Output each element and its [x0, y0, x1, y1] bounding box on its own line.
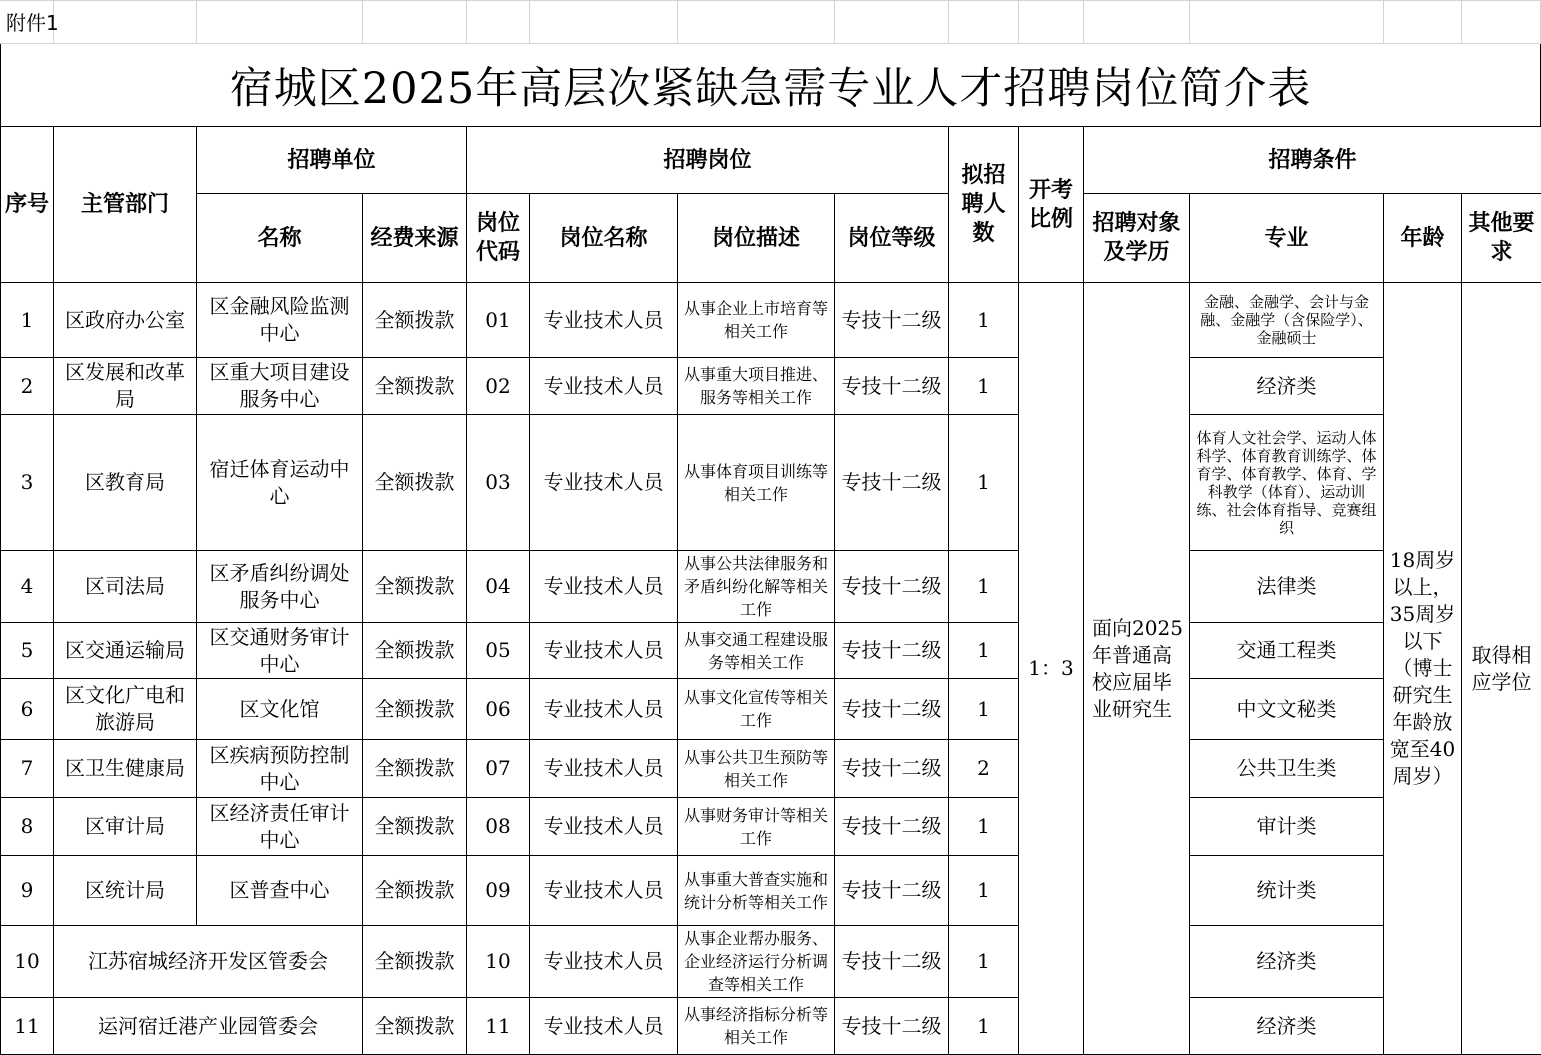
header-ratio: 开考比例: [1019, 127, 1084, 283]
cell-post: 专业技术人员: [530, 926, 678, 998]
cell-dept: 区审计局: [54, 798, 197, 856]
table-row: [1, 856, 1541, 926]
cell-desc: 从事文化宣传等相关工作: [678, 679, 835, 740]
cell-dept: 区文化广电和旅游局: [54, 679, 197, 740]
cell-code: 08: [467, 798, 530, 856]
cell-post: 专业技术人员: [530, 998, 678, 1055]
cell-code: 05: [467, 623, 530, 679]
cell-seq: 1: [1, 283, 54, 358]
table-row: [1, 551, 1541, 623]
cell-desc: 从事经济指标分析等相关工作: [678, 998, 835, 1055]
cell-dept: 区政府办公室: [54, 283, 197, 358]
cell-count: 1: [949, 551, 1019, 623]
header-seq: 序号: [1, 127, 54, 283]
cell-level: 专技十二级: [835, 551, 949, 623]
cell-fund: 全额拨款: [363, 679, 467, 740]
table-row: [1, 415, 1541, 551]
page-title: 宿城区2025年高层次紧缺急需专业人才招聘岗位简介表: [0, 44, 1541, 126]
cell-fund: 全额拨款: [363, 551, 467, 623]
header-count: 拟招聘人数: [949, 127, 1019, 283]
cell-unit: 区普查中心: [197, 856, 363, 926]
cell-dept: 区司法局: [54, 551, 197, 623]
cell-major: 经济类: [1190, 926, 1384, 998]
cell-level: 专技十二级: [835, 283, 949, 358]
cell-unit: 宿迁体育运动中心: [197, 415, 363, 551]
cell-major: 中文文秘类: [1190, 679, 1384, 740]
cell-fund: 全额拨款: [363, 623, 467, 679]
cell-count: 1: [949, 798, 1019, 856]
cell-unit: 区经济责任审计中心: [197, 798, 363, 856]
cell-post: 专业技术人员: [530, 283, 678, 358]
cell-count: 1: [949, 856, 1019, 926]
cell-code: 03: [467, 415, 530, 551]
header-unit-group: 招聘单位: [197, 127, 467, 194]
cell-seq: 4: [1, 551, 54, 623]
cell-count: 1: [949, 926, 1019, 998]
cell-seq: 6: [1, 679, 54, 740]
header-age: 年龄: [1384, 194, 1462, 283]
cell-code: 11: [467, 998, 530, 1055]
cell-code: 04: [467, 551, 530, 623]
cell-major: 公共卫生类: [1190, 740, 1384, 798]
cell-seq: 10: [1, 926, 54, 998]
cell-post: 专业技术人员: [530, 415, 678, 551]
cell-target: 面向2025年普通高校应届毕业研究生: [1084, 283, 1190, 1055]
header-unit-name: 名称: [197, 194, 363, 283]
cell-dept: 运河宿迁港产业园管委会: [54, 998, 363, 1055]
header-other: 其他要求: [1462, 194, 1541, 283]
cell-seq: 11: [1, 998, 54, 1055]
cell-level: 专技十二级: [835, 740, 949, 798]
cell-fund: 全额拨款: [363, 415, 467, 551]
header-row: [1, 194, 1541, 283]
cell-desc: 从事重大普查实施和统计分析等相关工作: [678, 856, 835, 926]
header-target: 招聘对象及学历: [1084, 194, 1190, 283]
cell-dept: 区教育局: [54, 415, 197, 551]
header-dept: 主管部门: [54, 127, 197, 283]
cell-count: 1: [949, 283, 1019, 358]
cell-fund: 全额拨款: [363, 798, 467, 856]
cell-count: 1: [949, 415, 1019, 551]
cell-code: 09: [467, 856, 530, 926]
cell-code: 06: [467, 679, 530, 740]
header-post-group: 招聘岗位: [467, 127, 949, 194]
cell-level: 专技十二级: [835, 856, 949, 926]
table-row: [1, 926, 1541, 998]
cell-major: 统计类: [1190, 856, 1384, 926]
cell-level: 专技十二级: [835, 679, 949, 740]
cell-seq: 5: [1, 623, 54, 679]
cell-unit: 区重大项目建设服务中心: [197, 358, 363, 415]
table-row: [1, 679, 1541, 740]
recruitment-table: [0, 126, 1541, 1055]
cell-seq: 9: [1, 856, 54, 926]
cell-post: 专业技术人员: [530, 358, 678, 415]
cell-fund: 全额拨款: [363, 283, 467, 358]
table-row: [1, 798, 1541, 856]
cell-level: 专技十二级: [835, 358, 949, 415]
cell-seq: 8: [1, 798, 54, 856]
cell-major: 金融、金融学、会计与金融、金融学（含保险学）、金融硕士: [1190, 283, 1384, 358]
cell-post: 专业技术人员: [530, 798, 678, 856]
cell-age: 18周岁以上，35周岁以下（博士研究生年龄放宽至40周岁）: [1384, 283, 1462, 1055]
cell-unit: 区交通财务审计中心: [197, 623, 363, 679]
cell-desc: 从事公共法律服务和矛盾纠纷化解等相关工作: [678, 551, 835, 623]
cell-code: 01: [467, 283, 530, 358]
table-row: [1, 623, 1541, 679]
cell-fund: 全额拨款: [363, 358, 467, 415]
cell-seq: 7: [1, 740, 54, 798]
table-row: [1, 283, 1541, 358]
cell-count: 1: [949, 623, 1019, 679]
cell-unit: 区矛盾纠纷调处服务中心: [197, 551, 363, 623]
cell-code: 10: [467, 926, 530, 998]
header-post-level: 岗位等级: [835, 194, 949, 283]
cell-unit: 区金融风险监测中心: [197, 283, 363, 358]
cell-level: 专技十二级: [835, 798, 949, 856]
cell-count: 1: [949, 998, 1019, 1055]
cell-desc: 从事体育项目训练等相关工作: [678, 415, 835, 551]
cell-code: 07: [467, 740, 530, 798]
cell-count: 1: [949, 679, 1019, 740]
cell-post: 专业技术人员: [530, 623, 678, 679]
cell-level: 专技十二级: [835, 415, 949, 551]
cell-dept: 区统计局: [54, 856, 197, 926]
cell-level: 专技十二级: [835, 998, 949, 1055]
header-post-code: 岗位代码: [467, 194, 530, 283]
table-row: [1, 740, 1541, 798]
cell-count: 2: [949, 740, 1019, 798]
cell-fund: 全额拨款: [363, 998, 467, 1055]
cell-unit: 区文化馆: [197, 679, 363, 740]
cell-post: 专业技术人员: [530, 856, 678, 926]
cell-dept: 区交通运输局: [54, 623, 197, 679]
cell-fund: 全额拨款: [363, 926, 467, 998]
header-post-desc: 岗位描述: [678, 194, 835, 283]
header-row: [1, 127, 1541, 194]
cell-ratio: 1：3: [1019, 283, 1084, 1055]
cell-desc: 从事重大项目推进、服务等相关工作: [678, 358, 835, 415]
cell-major: 审计类: [1190, 798, 1384, 856]
cell-major: 法律类: [1190, 551, 1384, 623]
cell-fund: 全额拨款: [363, 740, 467, 798]
spreadsheet-grid: [0, 0, 1541, 44]
cell-dept: 区发展和改革局: [54, 358, 197, 415]
header-fund-source: 经费来源: [363, 194, 467, 283]
cell-desc: 从事财务审计等相关工作: [678, 798, 835, 856]
cell-post: 专业技术人员: [530, 740, 678, 798]
cell-major: 经济类: [1190, 998, 1384, 1055]
attachment-label: 附件1: [6, 10, 59, 36]
cell-post: 专业技术人员: [530, 551, 678, 623]
cell-major: 交通工程类: [1190, 623, 1384, 679]
table-row: [1, 358, 1541, 415]
cell-count: 1: [949, 358, 1019, 415]
cell-seq: 2: [1, 358, 54, 415]
cell-dept: 江苏宿城经济开发区管委会: [54, 926, 363, 998]
header-post-name: 岗位名称: [530, 194, 678, 283]
header-major: 专业: [1190, 194, 1384, 283]
cell-level: 专技十二级: [835, 623, 949, 679]
cell-major: 经济类: [1190, 358, 1384, 415]
cell-desc: 从事公共卫生预防等相关工作: [678, 740, 835, 798]
cell-seq: 3: [1, 415, 54, 551]
cell-level: 专技十二级: [835, 926, 949, 998]
cell-major: 体育人文社会学、运动人体科学、体育教育训练学、体育学、体育教学、体育、学科教学（体育）、运动训练、社会体育指导、竞赛组织: [1190, 415, 1384, 551]
cell-desc: 从事交通工程建设服务等相关工作: [678, 623, 835, 679]
cell-desc: 从事企业上市培育等相关工作: [678, 283, 835, 358]
cell-dept: 区卫生健康局: [54, 740, 197, 798]
cell-post: 专业技术人员: [530, 679, 678, 740]
cell-code: 02: [467, 358, 530, 415]
cell-other: 取得相应学位: [1462, 283, 1541, 1055]
header-cond-group: 招聘条件: [1084, 127, 1541, 194]
table-row: [1, 998, 1541, 1055]
cell-desc: 从事企业帮办服务、企业经济运行分析调查等相关工作: [678, 926, 835, 998]
cell-fund: 全额拨款: [363, 856, 467, 926]
cell-unit: 区疾病预防控制中心: [197, 740, 363, 798]
